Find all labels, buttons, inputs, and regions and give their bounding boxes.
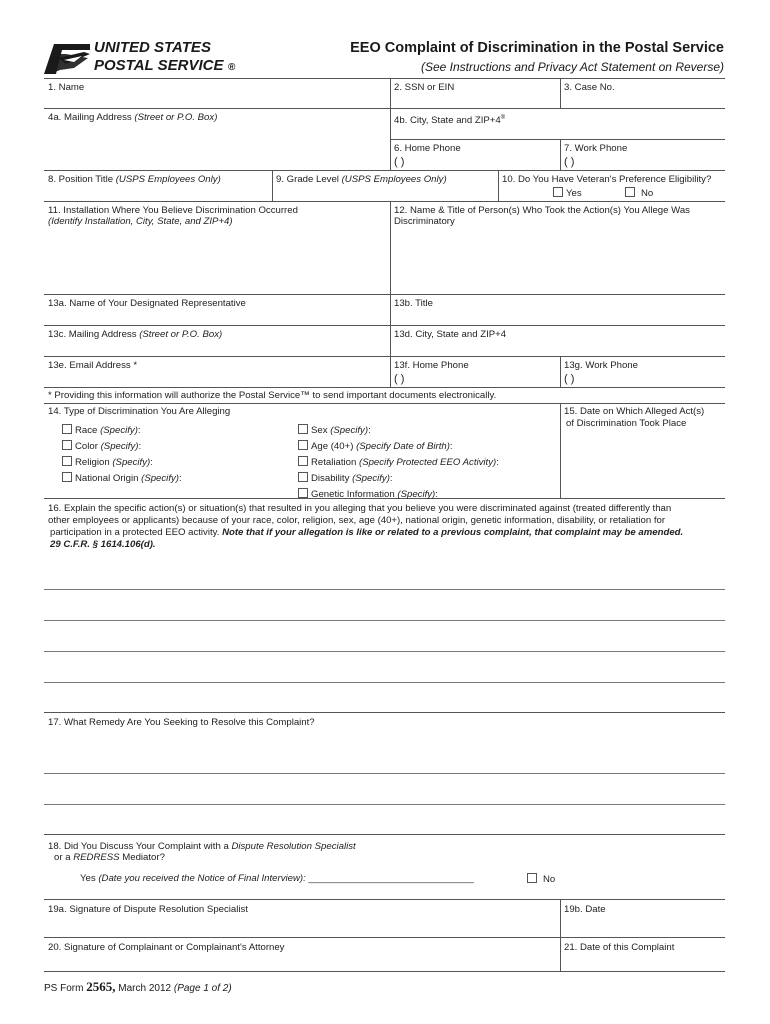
position-title-label (48, 174, 221, 186)
specialist-signature-field[interactable] (44, 916, 560, 937)
remedy-label: 17. What Remedy Are You Seeking to Resolve this Complaint? (48, 717, 315, 728)
explanation-label-line2: other employees or applicants) because of your race, color, religion, sex, age (40+), national origin, genetic information, disability, or retaliation for (48, 515, 666, 526)
complaint-date-label: 21. Date of this Complaint (564, 942, 675, 953)
explanation-line-1[interactable] (44, 589, 725, 590)
representative-title-label: 13b. Title (394, 298, 433, 309)
alleged-date-label-line2: of Discrimination Took Place (566, 418, 687, 429)
disc-race-colon: : (137, 425, 141, 436)
dispute-yes-hint: (Date you received the Notice of Final Interview): (98, 873, 306, 884)
rep-work-phone-field[interactable]: ( ) (564, 373, 575, 385)
explanation-label-line3 (50, 527, 683, 539)
discrimination-type-label: 14. Type of Discrimination You Are Alleging (48, 406, 231, 417)
position-title-label-main: 8. Position Title (48, 174, 116, 185)
veterans-yes-option[interactable] (553, 187, 582, 200)
disc-age-checkbox[interactable] (298, 440, 308, 450)
grade-level-label-hint: (USPS Employees Only) (341, 174, 447, 185)
explanation-label-line3-main: participation in a protected EEO activity. (50, 527, 223, 538)
persons-field[interactable] (390, 230, 725, 294)
usps-logo (44, 40, 234, 76)
veterans-no-option[interactable] (625, 187, 653, 200)
disc-color-option[interactable] (62, 440, 182, 456)
city-state-zip-field[interactable] (390, 124, 725, 139)
case-no-field[interactable] (560, 92, 725, 108)
dispute-label-line2-end: Mediator? (119, 852, 165, 863)
disc-retaliation-colon: : (496, 457, 499, 468)
rep-city-state-zip-label: 13d. City, State and ZIP+4 (394, 329, 507, 340)
disc-color-hint: (Specify) (100, 441, 139, 452)
name-field[interactable] (44, 92, 390, 108)
disc-race-hint: (Specify) (100, 425, 138, 436)
specialist-date-label: 19b. Date (564, 904, 606, 915)
dispute-yes-label: Yes (80, 873, 99, 884)
rep-home-phone-field[interactable]: ( ) (394, 373, 405, 385)
rep-work-phone-label: 13g. Work Phone (564, 360, 638, 371)
disc-religion-label: Religion (75, 457, 113, 468)
specialist-date-field[interactable] (560, 916, 725, 937)
disc-national-origin-label: National Origin (75, 473, 142, 484)
complainant-signature-label: 20. Signature of Complainant or Complainant's Attorney (48, 942, 285, 953)
ssn-label: 2. SSN or EIN (394, 82, 455, 93)
mailing-address-label-hint: (Street or P.O. Box) (134, 112, 218, 123)
disc-disability-hint: (Specify) (352, 473, 390, 484)
form-subtitle: (See Instructions and Privacy Act Statement on Reverse) (420, 60, 724, 74)
disc-national-origin-checkbox[interactable] (62, 472, 72, 482)
home-phone-label: 6. Home Phone (394, 143, 461, 154)
disc-disability-checkbox[interactable] (298, 472, 308, 482)
veterans-preference-label: 10. Do You Have Veteran's Preference Eligibility? (502, 174, 712, 185)
dispute-date-blank[interactable]: _______________________________ (305, 873, 474, 884)
footer-form-number: 2565, (86, 979, 116, 994)
logo-line2-wrap (94, 57, 235, 75)
disc-color-checkbox[interactable] (62, 440, 72, 450)
dispute-label-line2 (54, 852, 165, 864)
installation-label-line1: 11. Installation Where You Believe Discrimination Occurred (48, 205, 298, 216)
explanation-amend-note: Note that if your allegation is like or related to a previous complaint, that complaint may be amended. (222, 527, 684, 538)
form-title: EEO Complaint of Discrimination in the Postal Service (350, 40, 724, 56)
dispute-yes-option[interactable] (80, 873, 474, 885)
work-phone-field[interactable]: ( ) (564, 156, 575, 168)
disc-retaliation-hint: (Specify Protected EEO Activity) (359, 457, 497, 468)
dispute-label-line2-main: or a (54, 852, 74, 863)
disc-race-label: Race (75, 425, 101, 436)
disc-age-hint: (Specify Date of Birth) (356, 441, 450, 452)
dispute-no-option[interactable] (527, 873, 555, 886)
disc-sex-colon: : (368, 425, 371, 436)
ssn-field[interactable] (390, 92, 560, 108)
mailing-address-label (48, 112, 217, 124)
complaint-date-field[interactable] (560, 954, 725, 971)
complainant-signature-field[interactable] (44, 954, 560, 971)
explanation-line-2[interactable] (44, 620, 725, 621)
city-state-zip-label-text: 4b. City, State and ZIP+4 (394, 115, 501, 127)
disc-religion-option[interactable] (62, 456, 182, 472)
disc-religion-checkbox[interactable] (62, 456, 72, 466)
persons-label-line2: Discriminatory (394, 216, 455, 227)
disc-race-option[interactable] (62, 424, 182, 440)
footer-date: March 2012 (115, 983, 174, 994)
disc-sex-label: Sex (311, 425, 331, 436)
disc-color-colon: : (138, 441, 142, 452)
dispute-label-line2-hint: REDRESS (73, 852, 120, 863)
logo-line2: POSTAL SERVICE (94, 57, 224, 74)
disc-national-origin-hint: (Specify) (141, 473, 179, 484)
disc-retaliation-checkbox[interactable] (298, 456, 308, 466)
dispute-no-label: No (543, 874, 556, 885)
rep-home-phone-label: 13f. Home Phone (394, 360, 469, 371)
remedy-line-1[interactable] (44, 773, 725, 774)
representative-name-label: 13a. Name of Your Designated Representative (48, 298, 246, 309)
dispute-label-line1-hint: Dispute Resolution Specialist (231, 841, 356, 852)
disc-genetic-checkbox[interactable] (298, 488, 308, 498)
disc-national-origin-colon: : (178, 473, 182, 484)
disc-genetic-label: Genetic Information (311, 489, 398, 500)
disc-age-colon: : (449, 441, 453, 452)
disc-retaliation-label: Retaliation (311, 457, 359, 468)
disc-age-option[interactable] (298, 440, 499, 456)
rep-email-label: 13e. Email Address * (48, 360, 138, 371)
name-label: 1. Name (48, 82, 85, 93)
dispute-label-line1-main: 18. Did You Discuss Your Complaint with a (48, 841, 232, 852)
mailing-address-label-main: 4a. Mailing Address (48, 112, 135, 123)
grade-level-label (276, 174, 447, 186)
mailing-address-field[interactable] (44, 124, 390, 170)
disc-left-list (62, 424, 182, 488)
form-footer (44, 979, 232, 995)
email-note: * Providing this information will authorize the Postal Service™ to send important documents electronically. (48, 390, 497, 401)
disc-sex-hint: (Specify) (330, 425, 369, 436)
disc-genetic-option[interactable] (298, 488, 499, 504)
installation-label-line2: (Identify Installation, City, State, and ZIP+4) (48, 216, 233, 227)
eagle-logo-icon (44, 40, 90, 74)
logo-reg: ® (227, 62, 236, 73)
case-no-label: 3. Case No. (564, 82, 615, 93)
grade-level-label-main: 9. Grade Level (276, 174, 342, 185)
disc-religion-colon: : (150, 457, 153, 468)
work-phone-label: 7. Work Phone (564, 143, 628, 154)
veterans-yes-label: Yes (566, 188, 582, 199)
home-phone-field[interactable]: ( ) (394, 156, 405, 168)
remedy-line-2[interactable] (44, 804, 725, 805)
dispute-no-checkbox[interactable] (527, 873, 537, 883)
disc-race-checkbox[interactable] (62, 424, 72, 434)
persons-label-line1: 12. Name & Title of Person(s) Who Took the Action(s) You Allege Was (394, 205, 690, 216)
disc-disability-option[interactable] (298, 472, 499, 488)
explanation-line-4[interactable] (44, 682, 725, 683)
veterans-no-label: No (641, 188, 654, 199)
veterans-no-checkbox[interactable] (625, 187, 635, 197)
position-title-label-hint: (USPS Employees Only) (115, 174, 221, 185)
alleged-date-label-line1: 15. Date on Which Alleged Act(s) (564, 406, 705, 417)
rep-mailing-address-label-hint: (Street or P.O. Box) (139, 329, 223, 340)
veterans-yes-checkbox[interactable] (553, 187, 563, 197)
footer-page: (Page 1 of 2) (173, 983, 232, 994)
city-state-zip-label-sup: ® (500, 115, 506, 121)
explanation-line-3[interactable] (44, 651, 725, 652)
specialist-signature-label: 19a. Signature of Dispute Resolution Specialist (48, 904, 248, 915)
installation-field[interactable] (44, 230, 390, 294)
explanation-label-line1: 16. Explain the specific action(s) or situation(s) that resulted in you alleging that you believe you were discriminated against (treated differently than (48, 503, 672, 514)
disc-genetic-hint: (Specify) (397, 489, 436, 500)
footer-prefix: PS Form (44, 983, 87, 994)
disc-color-label: Color (75, 441, 101, 452)
logo-line1: UNITED STATES (94, 39, 211, 56)
disc-sex-checkbox[interactable] (298, 424, 308, 434)
disc-genetic-colon: : (435, 489, 438, 500)
disc-sex-option[interactable] (298, 424, 499, 440)
disc-disability-colon: : (389, 473, 393, 484)
disc-national-origin-option[interactable] (62, 472, 182, 488)
disc-disability-label: Disability (311, 473, 353, 484)
explanation-cfr-citation: 29 C.F.R. § 1614.106(d). (50, 539, 156, 550)
rep-mailing-address-label (48, 329, 222, 341)
disc-right-list (298, 424, 499, 504)
disc-age-label: Age (40+) (311, 441, 357, 452)
disc-retaliation-option[interactable] (298, 456, 499, 472)
rep-mailing-address-label-main: 13c. Mailing Address (48, 329, 140, 340)
disc-religion-hint: (Specify) (112, 457, 151, 468)
